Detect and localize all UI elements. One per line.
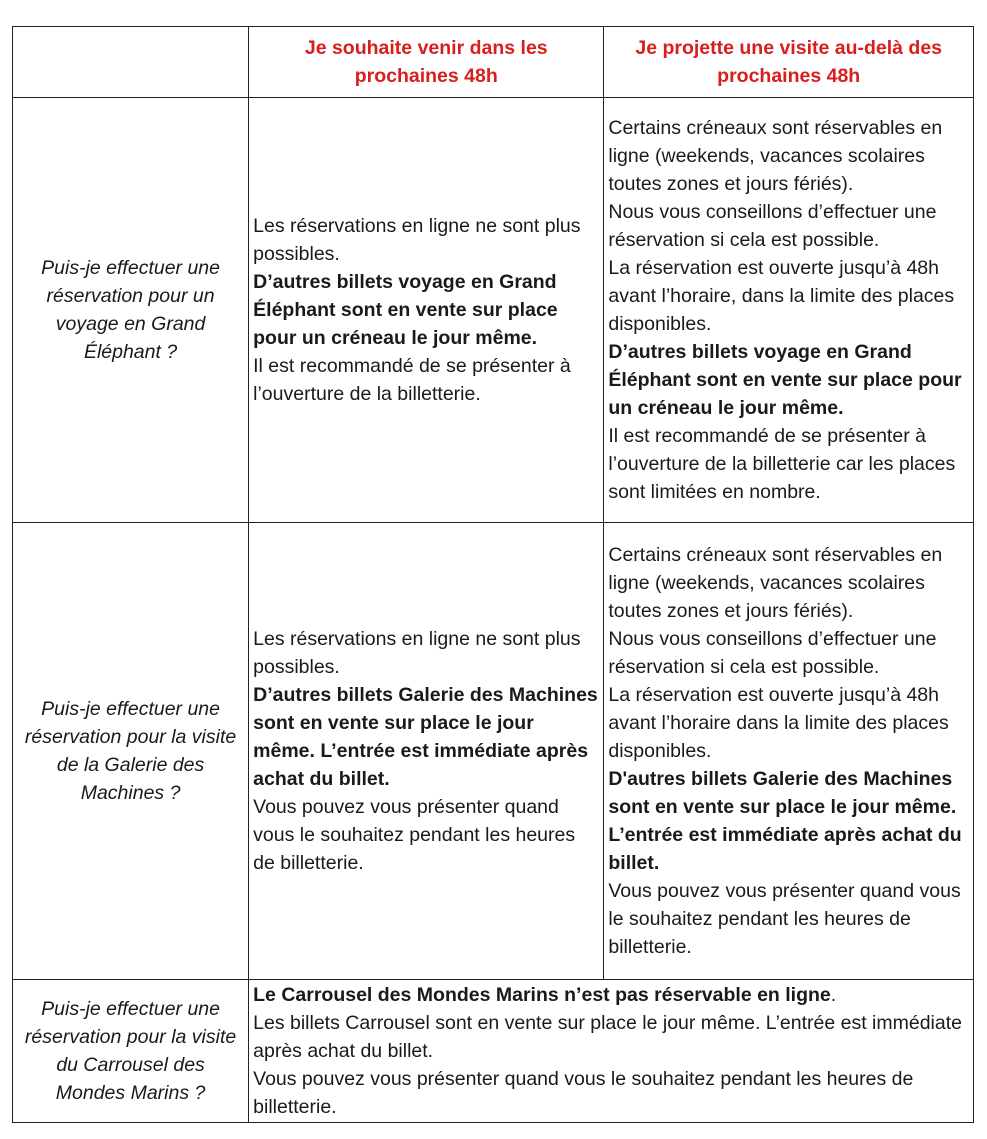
answer-cell-next-48h (249, 523, 604, 980)
header-beyond-48h-label: Je projette une visite au-delà des prochaines 48h (635, 37, 943, 87)
question-cell: Puis-je effectuer une réservation pour la visite du Carrousel des Mondes Marins ? (13, 980, 249, 1123)
answer-text: Vous pouvez vous présenter quand vous le souhaitez pendant les heures de billetterie. (608, 880, 961, 958)
header-empty-cell (13, 27, 249, 98)
header-cell-next-48h (249, 27, 604, 98)
answer-text: Nous vous conseillons d’effectuer une réservation si cela est possible. (608, 201, 937, 251)
faq-table (12, 26, 974, 1123)
answer-cell-merged (249, 980, 974, 1123)
table-row-galerie-des-machines (13, 523, 974, 980)
question-cell: Puis-je effectuer une réservation pour la visite de la Galerie des Machines ? (13, 523, 249, 980)
answer-text: Les réservations en ligne ne sont plus possibles. (253, 215, 581, 265)
answer-text: Certains créneaux sont réservables en ligne (weekends, vacances scolaires toutes zones et jours fériés). (608, 117, 943, 195)
answer-text: Certains créneaux sont réservables en ligne (weekends, vacances scolaires toutes zones et jours fériés). (608, 544, 943, 622)
header-next-48h-label: Je souhaite venir dans les prochaines 48h (304, 37, 548, 87)
answer-text: Vous pouvez vous présenter quand vous le souhaitez pendant les heures de billetterie. (253, 1068, 914, 1118)
answer-text-bold: D'autres billets Galerie des Machines sont en vente sur place le jour même. L’entrée est immédiate après achat du billet. (608, 768, 962, 874)
answer-text: Il est recommandé de se présenter à l’ouverture de la billetterie car les places sont limitées en nombre. (608, 425, 956, 503)
table-row-grand-elephant (13, 98, 974, 523)
answer-text: La réservation est ouverte jusqu’à 48h avant l’horaire dans la limite des places disponibles. (608, 684, 949, 762)
answer-text-bold: Le Carrousel des Mondes Marins n’est pas réservable en ligne (253, 984, 831, 1006)
answer-text (253, 981, 969, 1009)
answer-text-bold: D’autres billets Galerie des Machines sont en vente sur place le jour même. L’entrée est immédiate après achat du billet. (253, 684, 598, 790)
answer-cell-next-48h (249, 98, 604, 523)
answer-text: Les réservations en ligne ne sont plus possibles. (253, 628, 581, 678)
answer-text: La réservation est ouverte jusqu’à 48h avant l’horaire, dans la limite des places disponibles. (608, 257, 955, 335)
table-header-row (13, 27, 974, 98)
table-row-carrousel (13, 980, 974, 1123)
answer-text-bold: D’autres billets voyage en Grand Éléphant sont en vente sur place pour un créneau le jour même. (608, 341, 962, 419)
answer-text-bold: D’autres billets voyage en Grand Éléphant sont en vente sur place pour un créneau le jour même. (253, 271, 558, 349)
answer-text-tail: . (830, 984, 837, 1006)
answer-text: Les billets Carrousel sont en vente sur place le jour même. L’entrée est immédiate après achat du billet. (253, 1012, 962, 1062)
question-cell: Puis-je effectuer une réservation pour un voyage en Grand Éléphant ? (13, 98, 249, 523)
answer-cell-beyond-48h (604, 98, 974, 523)
header-cell-beyond-48h (604, 27, 974, 98)
answer-cell-beyond-48h (604, 523, 974, 980)
answer-text: Il est recommandé de se présenter à l’ouverture de la billetterie. (253, 355, 571, 405)
answer-text: Vous pouvez vous présenter quand vous le souhaitez pendant les heures de billetterie. (253, 796, 576, 874)
answer-text: Nous vous conseillons d’effectuer une réservation si cela est possible. (608, 628, 937, 678)
